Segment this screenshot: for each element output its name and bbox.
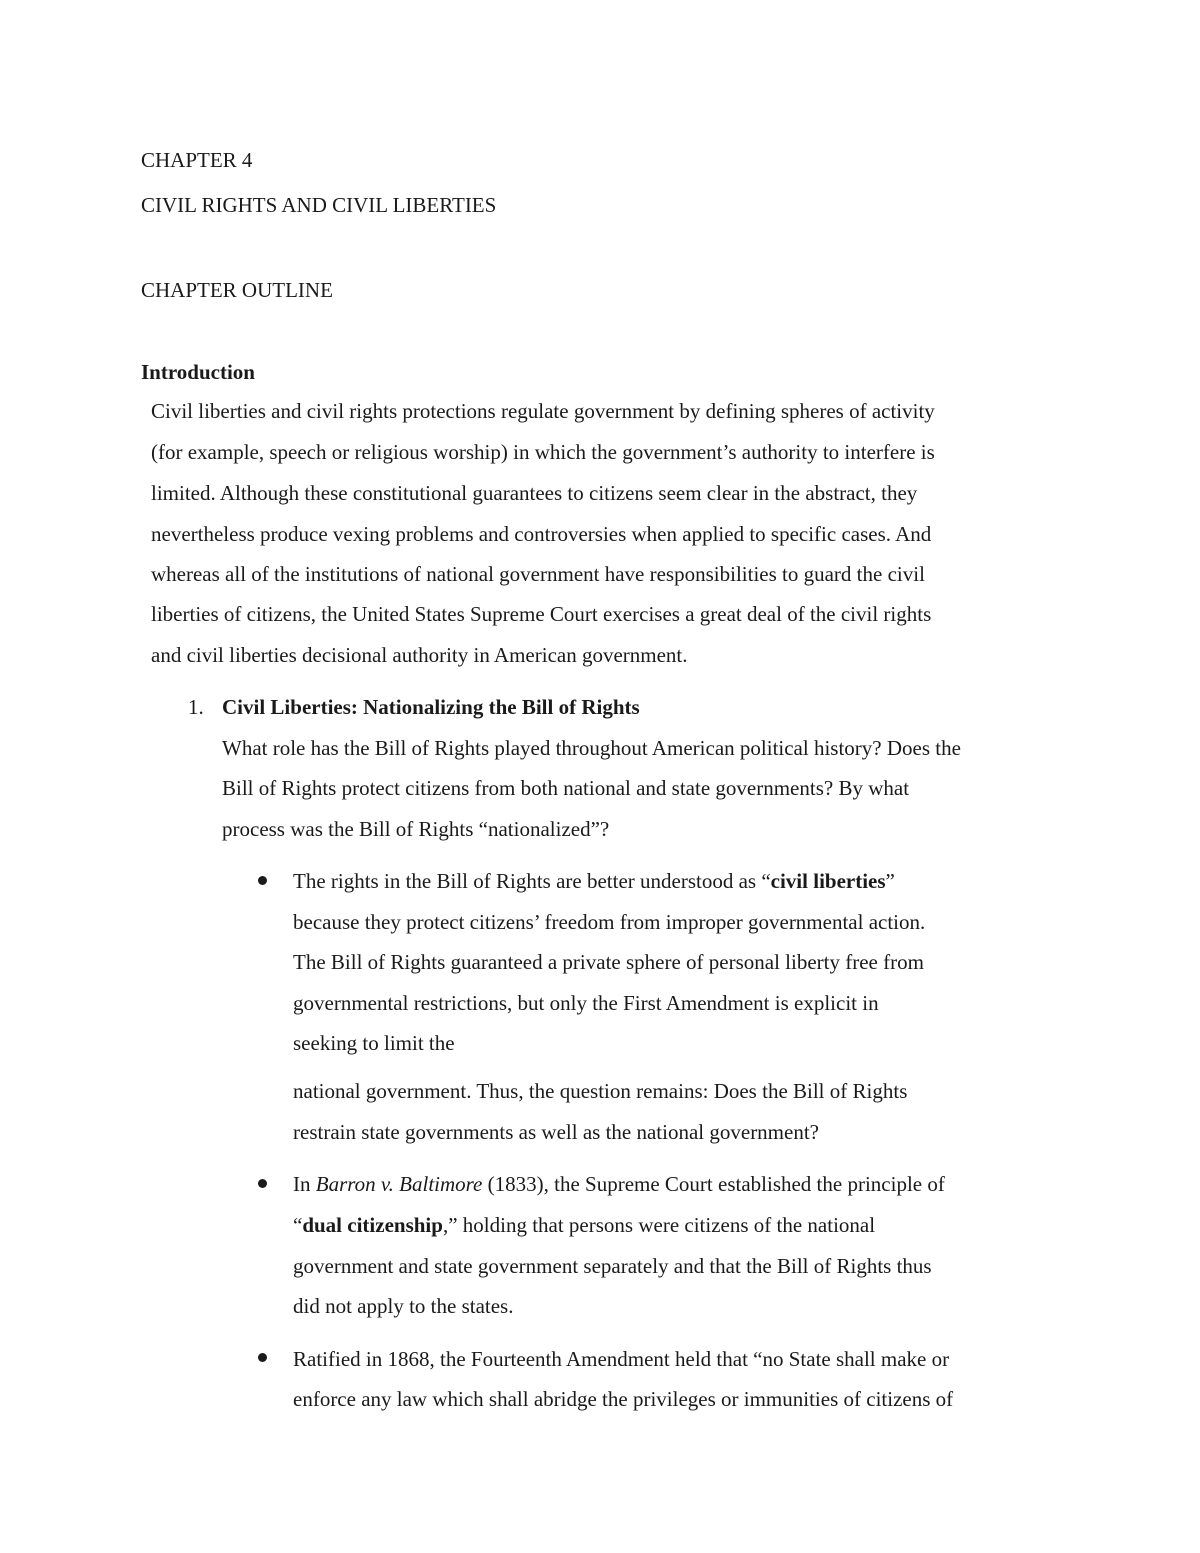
case-name: Barron v. Baltimore [315, 1172, 483, 1196]
bullet-text: ” [885, 869, 895, 893]
intro-line: liberties of citizens, the United States Supreme Court exercises a great deal of the civil rights [151, 602, 932, 626]
bullet-text: The rights in the Bill of Rights are better understood as “ [293, 869, 771, 893]
bullet-icon [258, 1179, 267, 1188]
bullet-line [293, 1211, 875, 1239]
bullet-line: national government. Thus, the question remains: Does the Bill of Rights [293, 1079, 908, 1103]
bullet-icon [258, 1353, 267, 1362]
bullet-line: restrain state governments as well as the national government? [293, 1120, 819, 1144]
bullet-line: governmental restrictions, but only the First Amendment is explicit in [293, 991, 879, 1015]
intro-line: nevertheless produce vexing problems and controversies when applied to specific cases. And [151, 522, 932, 546]
section-line: Bill of Rights protect citizens from both national and state governments? By what [222, 776, 910, 800]
section-heading: Civil Liberties: Nationalizing the Bill of Rights [222, 695, 640, 719]
introduction-heading: Introduction [141, 360, 255, 384]
intro-line: (for example, speech or religious worship) in which the government’s authority to interfere is [151, 440, 935, 464]
bullet-line [293, 867, 895, 895]
bullet-line: government and state government separately and that the Bill of Rights thus [293, 1254, 932, 1278]
intro-line: whereas all of the institutions of national government have responsibilities to guard the civil [151, 562, 925, 586]
section-number: 1. [188, 695, 204, 719]
intro-line: and civil liberties decisional authority in American government. [151, 643, 688, 667]
bullet-line [293, 1170, 945, 1198]
bullet-line: The Bill of Rights guaranteed a private sphere of personal liberty free from [293, 950, 924, 974]
bullet-line: because they protect citizens’ freedom from improper governmental action. [293, 910, 926, 934]
bullet-line: Ratified in 1868, the Fourteenth Amendment held that “no State shall make or [293, 1347, 950, 1371]
chapter-title: CIVIL RIGHTS AND CIVIL LIBERTIES [141, 193, 497, 217]
bullet-line: seeking to limit the [293, 1031, 455, 1055]
outline-heading: CHAPTER OUTLINE [141, 278, 333, 302]
bullet-text: ,” holding that persons were citizens of the national [442, 1213, 876, 1237]
bullet-text: (1833), the Supreme Court established the principle of [482, 1172, 945, 1196]
bullet-text: In [293, 1172, 316, 1196]
intro-line: limited. Although these constitutional guarantees to citizens seem clear in the abstract, they [151, 481, 918, 505]
bullet-text: “ [293, 1213, 303, 1237]
intro-line: Civil liberties and civil rights protections regulate government by defining spheres of activity [151, 399, 935, 423]
bullet-line: enforce any law which shall abridge the privileges or immunities of citizens of [293, 1387, 954, 1411]
bold-term: civil liberties [770, 869, 886, 893]
chapter-number: CHAPTER 4 [141, 148, 253, 172]
section-line: What role has the Bill of Rights played throughout American political history? Does the [222, 736, 961, 760]
bullet-icon [258, 876, 267, 885]
bold-term: dual citizenship [302, 1213, 443, 1237]
bullet-line: did not apply to the states. [293, 1294, 514, 1318]
section-line: process was the Bill of Rights “nationalized”? [222, 817, 610, 841]
